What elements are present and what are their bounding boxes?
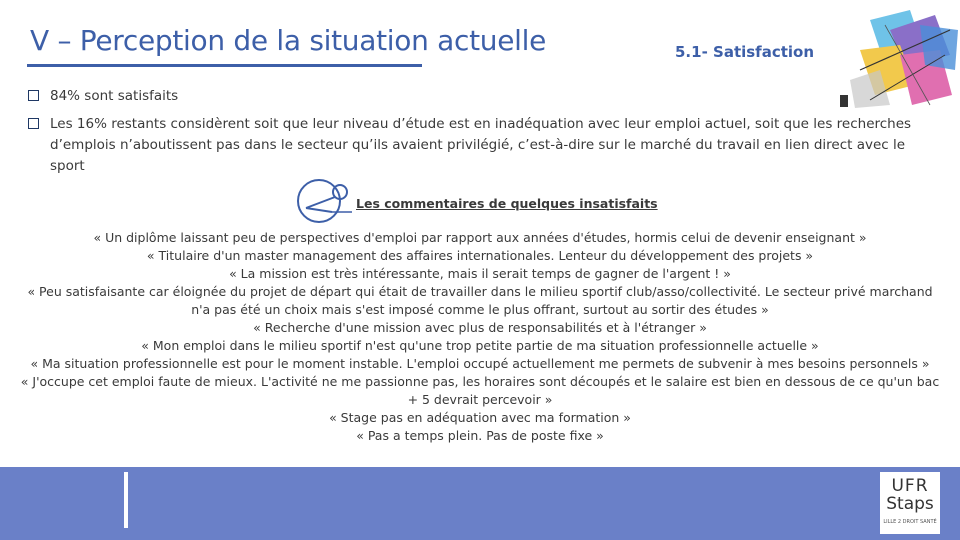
checkbox-bullet-icon	[28, 90, 39, 101]
ufr-staps-logo: UFR Staps LILLE 2 DROIT SANTÉ	[880, 472, 940, 534]
magnifier-comment-icon	[296, 178, 352, 224]
bullet-satisfied: 84% sont satisfaits	[28, 86, 888, 107]
footer-divider	[124, 472, 128, 528]
slide-title: V – Perception de la situation actuelle	[30, 24, 547, 57]
quote-item: « Peu satisfaisante car éloignée du projet de départ qui était de travailler dans le milieu sportif club/asso/collectivité. Le secteur privé marchand n'a pas été un choix mais s'est imposé comme le plus offrant, surtout au sortir des études »	[27, 284, 933, 317]
quote-item: « Ma situation professionnelle est pour le moment instable. L'emploi occupé actuellement me permets de subvenir à mes besoins personnels »	[30, 356, 930, 371]
footer-band	[0, 467, 960, 540]
title-underline	[27, 64, 422, 67]
quotes-list	[18, 229, 942, 445]
quote-item: « Recherche d'une mission avec plus de responsabilités et à l'étranger »	[253, 320, 707, 335]
quote-item: « J'occupe cet emploi faute de mieux. L'activité ne me passionne pas, les horaires sont découpés et le salaire est bien en dessous de ce qu'un bac + 5 devrait percevoir »	[20, 374, 940, 407]
quote-item: « La mission est très intéressante, mais il serait temps de gagner de l'argent ! »	[229, 266, 731, 281]
quote-item: « Stage pas en adéquation avec ma formation »	[329, 410, 631, 425]
section-subtitle: 5.1- Satisfaction	[675, 43, 815, 61]
checkbox-bullet-icon	[28, 118, 39, 129]
quote-item: « Titulaire d'un master management des affaires internationales. Lenteur du développement des projets »	[146, 248, 814, 263]
quote-item: « Un diplôme laissant peu de perspectives d'emploi par rapport aux années d'études, hormis celui de devenir enseignant »	[93, 230, 867, 245]
comments-heading: Les commentaires de quelques insatisfaits	[356, 196, 658, 211]
bullet-unsatisfied: Les 16% restants considèrent soit que leur niveau d’étude est en inadéquation avec leur emploi actuel, soit que les recherches d’emplois n’aboutissent pas dans le secteur qu’ils avaient privilégié, c’est-à-dire sur le marché du travail en lien direct avec le sport	[28, 114, 923, 177]
quote-item: « Pas a temps plein. Pas de poste fixe »	[356, 428, 604, 443]
quote-item: « Mon emploi dans le milieu sportif n'est qu'une trop petite partie de ma situation professionnelle actuelle »	[141, 338, 819, 353]
